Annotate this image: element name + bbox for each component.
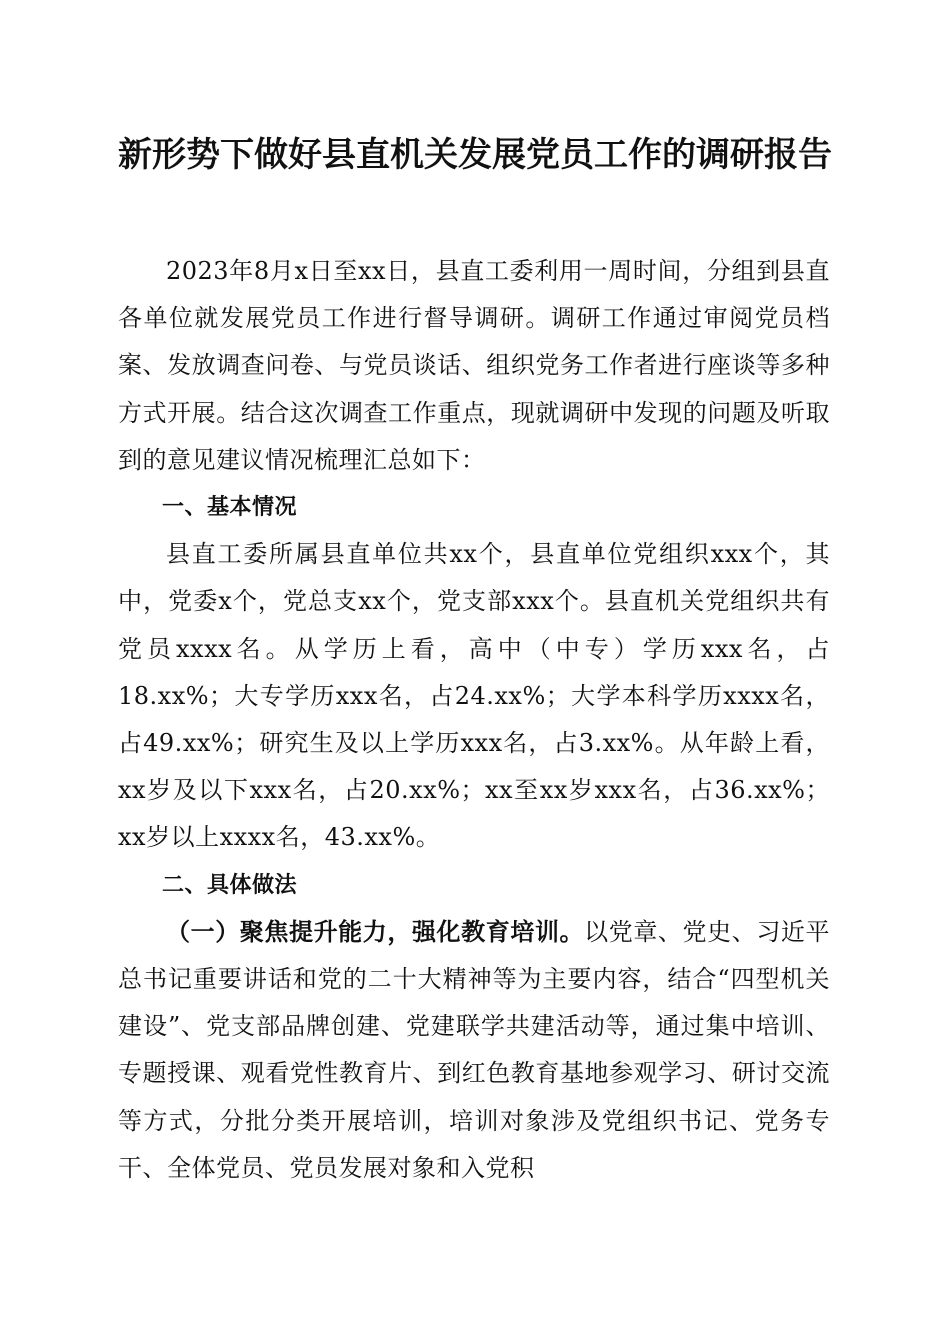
item-lead-text: （一）聚焦提升能力，强化教育培训。 bbox=[166, 917, 585, 946]
document-body bbox=[118, 248, 830, 1192]
section-heading-basic: 一、基本情况 bbox=[162, 495, 298, 521]
section-heading-practices: 二、具体做法 bbox=[162, 872, 298, 898]
section-paragraph-basic: 县直工委所属县直单位共xx个，县直单位党组织xxx个，其中，党委x个，党总支xx个，党支部xxx个。县直机关党组织共有党员xxxx名。从学历上看，高中（中专）学历xxx名，占18.xx%；大专学历xxx名，占24.xx%；大学本科学历xxxx名，占49.xx%；研究生及以上学历xxx名，占3.xx%。从年龄上看，xx岁及以下xxx名，占20.xx%；xx至xx岁xxx名，占36.xx%；xx岁以上xxxx名，43.xx%。 bbox=[118, 540, 830, 852]
section-paragraph-practices bbox=[118, 909, 830, 1192]
document-title: 新形势下做好县直机关发展党员工作的调研报告 bbox=[118, 135, 832, 175]
item-body-text: 以党章、党史、习近平总书记重要讲话和党的二十大精神等为主要内容，结合“四型机关建设”、党支部品牌创建、党建联学共建活动等，通过集中培训、专题授课、观看党性教育片、到红色教育基地参观学习、研讨交流等方式，分批分类开展培训，培训对象涉及党组织书记、党务专干、全体党员、党员发展对象和入党积 bbox=[118, 917, 831, 1182]
intro-paragraph: 2023年8月x日至xx日，县直工委利用一周时间，分组到县直各单位就发展党员工作进行督导调研。调研工作通过审阅党员档案、发放调查问卷、与党员谈话、组织党务工作者进行座谈等多种方式开展。结合这次调查工作重点，现就调研中发现的问题及听取到的意见建议情况梳理汇总如下： bbox=[118, 257, 830, 474]
